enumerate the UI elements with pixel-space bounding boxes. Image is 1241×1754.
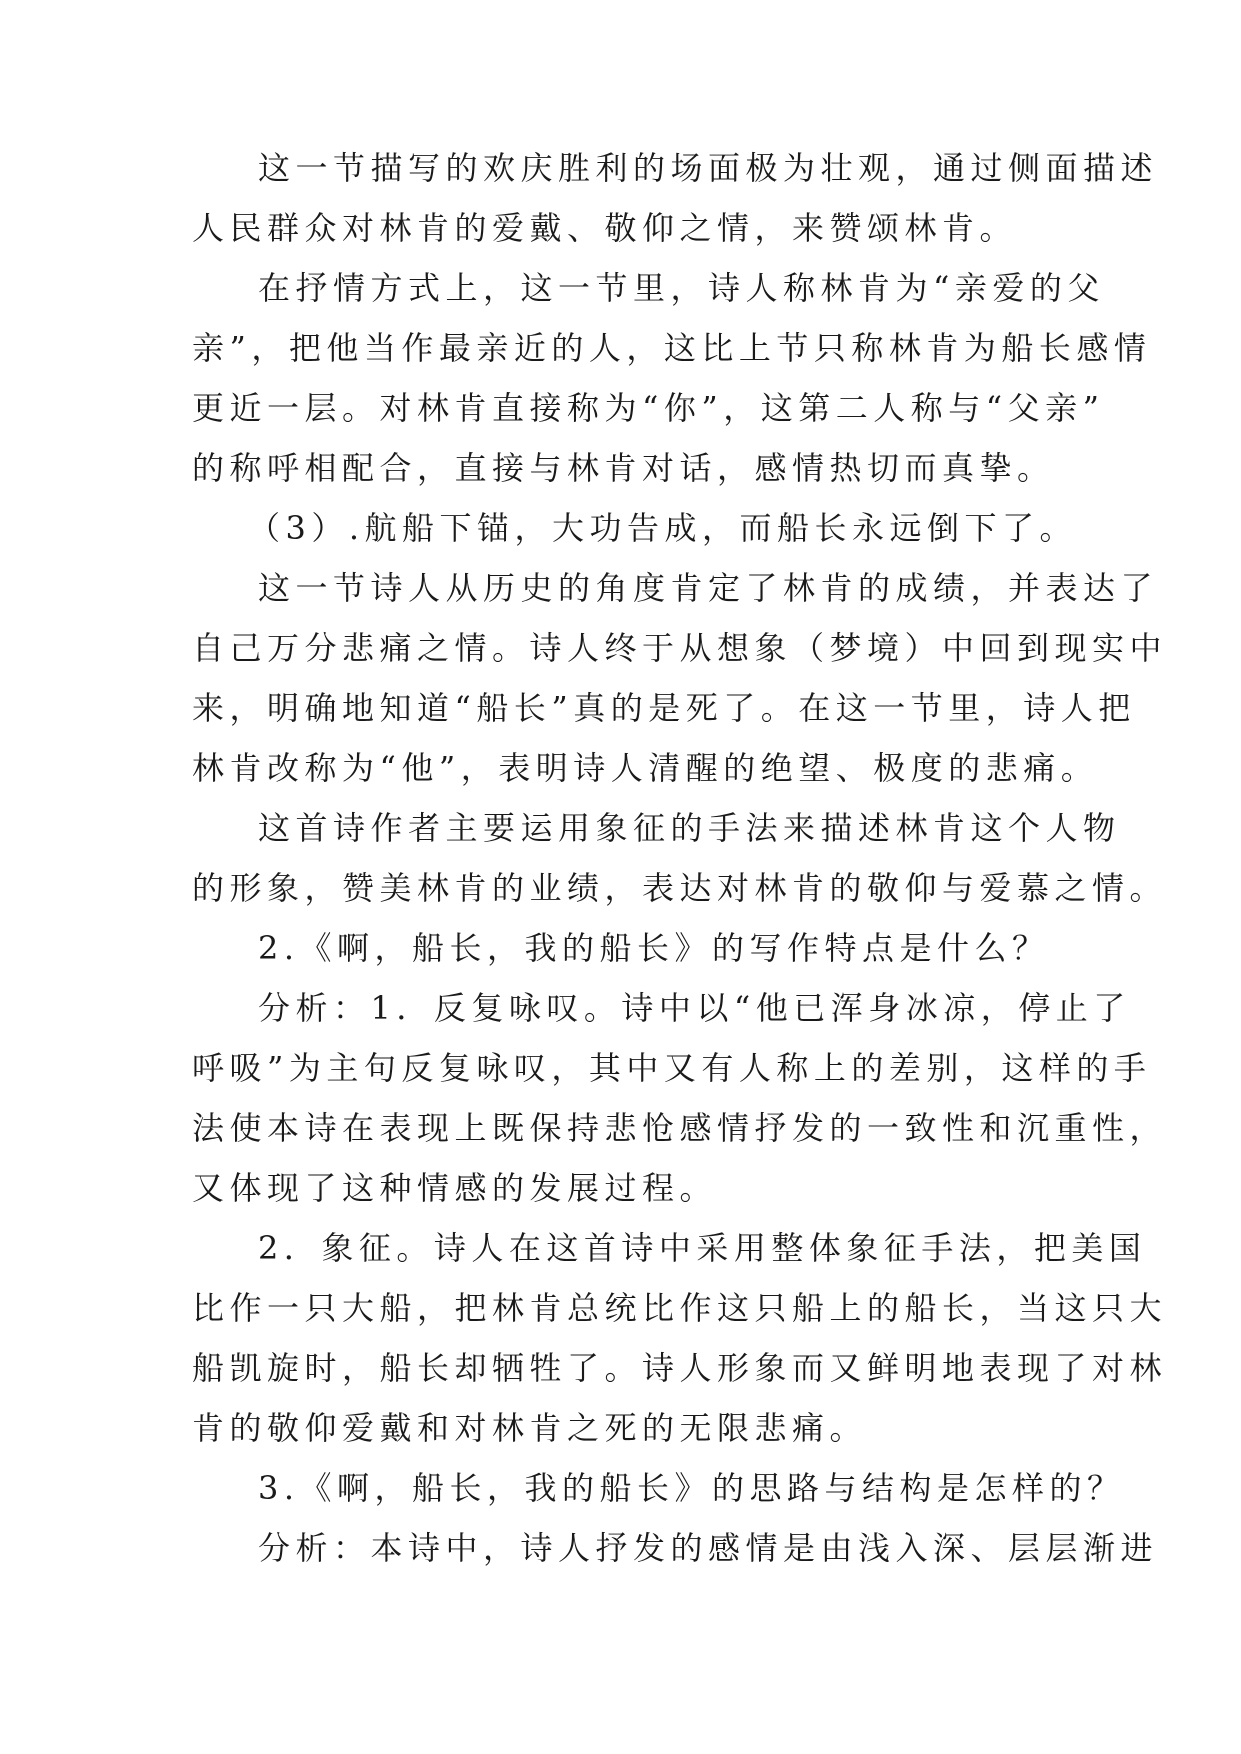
text-line: （3）.航船下锚，大功告成，而船长永远倒下了。 <box>248 509 1078 547</box>
text-line: 船凯旋时，船长却牺牲了。诗人形象而又鲜明地表现了对林 <box>192 1349 1168 1387</box>
text-line: 3.《啊，船长，我的船长》的思路与结构是怎样的？ <box>258 1469 1125 1507</box>
text-line: 这一节诗人从历史的角度肯定了林肯的成绩，并表达了 <box>258 569 1159 607</box>
text-line: 人民群众对林肯的爱戴、敬仰之情，来赞颂林肯。 <box>192 209 1018 247</box>
text-line: 分析：本诗中，诗人抒发的感情是由浅入深、层层渐进 <box>258 1529 1159 1567</box>
text-line: 在抒情方式上，这一节里，诗人称林肯为“亲爱的父 <box>258 269 1105 307</box>
text-line: 这一节描写的欢庆胜利的场面极为壮观，通过侧面描述 <box>258 149 1159 187</box>
text-line: 自己万分悲痛之情。诗人终于从想象（梦境）中回到现实中 <box>192 629 1168 667</box>
text-line: 来，明确地知道“船长”真的是死了。在这一节里，诗人把 <box>192 689 1136 727</box>
text-line: 法使本诗在表现上既保持悲怆感情抒发的一致性和沉重性， <box>192 1109 1168 1147</box>
text-line: 2．象征。诗人在这首诗中采用整体象征手法，把美国 <box>258 1229 1147 1267</box>
text-line: 更近一层。对林肯直接称为“你”，这第二人称与“父亲” <box>192 389 1105 427</box>
text-line: 的称呼相配合，直接与林肯对话，感情热切而真挚。 <box>192 449 1055 487</box>
text-line: 的形象，赞美林肯的业绩，表达对林肯的敬仰与爱慕之情。 <box>192 869 1168 907</box>
text-line: 呼吸”为主句反复咏叹，其中又有人称上的差别，这样的手 <box>192 1049 1152 1087</box>
text-line: 比作一只大船，把林肯总统比作这只船上的船长，当这只大 <box>192 1289 1168 1327</box>
text-line: 这首诗作者主要运用象征的手法来描述林肯这个人物 <box>258 809 1121 847</box>
text-line: 亲”，把他当作最亲近的人，这比上节只称林肯为船长感情 <box>192 329 1152 367</box>
text-line: 又体现了这种情感的发展过程。 <box>192 1169 718 1207</box>
text-line: 林肯改称为“他”，表明诗人清醒的绝望、极度的悲痛。 <box>192 749 1099 787</box>
text-line: 分析：1．反复咏叹。诗中以“他已浑身冰凉，停止了 <box>258 989 1131 1027</box>
text-line: 2.《啊，船长，我的船长》的写作特点是什么？ <box>258 929 1050 967</box>
text-line: 肯的敬仰爱戴和对林肯之死的无限悲痛。 <box>192 1409 868 1447</box>
